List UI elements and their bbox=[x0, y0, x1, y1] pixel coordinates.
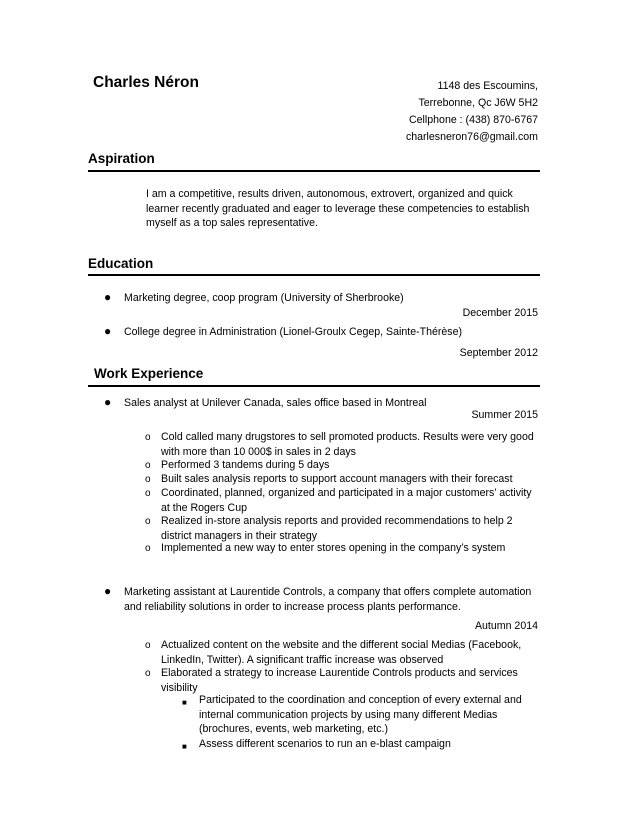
job-title bbox=[124, 585, 544, 614]
job-title-line: and reliability solutions in order to increase process plants performance. bbox=[124, 600, 461, 613]
education-date: December 2015 bbox=[462, 307, 538, 319]
job-task bbox=[161, 666, 561, 695]
subtask-line: internal communication projects by using many different Medias bbox=[199, 708, 498, 721]
aspiration-line: myself as a top sales representative. bbox=[146, 217, 318, 229]
aspiration-line: I am a competitive, results driven, autonomous, extrovert, organized and quick bbox=[146, 188, 513, 200]
job-task bbox=[161, 430, 561, 459]
job-date: Autumn 2014 bbox=[474, 620, 538, 632]
subtask-line: Participated to the coordination and conception of every external and bbox=[199, 694, 522, 706]
job-title: Sales analyst at Unilever Canada, sales office based in Montreal bbox=[124, 397, 427, 409]
education-date: September 2012 bbox=[459, 347, 538, 359]
job-task bbox=[161, 514, 561, 543]
circle-bullet-icon: o bbox=[145, 488, 151, 499]
circle-bullet-icon: o bbox=[145, 543, 151, 554]
circle-bullet-icon: o bbox=[145, 460, 151, 471]
section-title-aspiration: Aspiration bbox=[88, 151, 155, 166]
section-title-education: Education bbox=[88, 256, 154, 271]
job-task bbox=[161, 541, 561, 556]
section-title-work-experience: Work Experience bbox=[94, 366, 204, 381]
square-bullet-icon: ■ bbox=[182, 698, 187, 707]
circle-bullet-icon: o bbox=[145, 516, 151, 527]
job-date: Summer 2015 bbox=[471, 409, 538, 421]
section-divider bbox=[88, 274, 540, 276]
task-line: LinkedIn, Twitter). A significant traffic increase was observed bbox=[161, 653, 444, 666]
task-line: with more than 10 000$ in sales in 2 days bbox=[161, 445, 356, 458]
address-line-1: 1148 des Escoumins, bbox=[437, 80, 538, 92]
circle-bullet-icon: o bbox=[145, 474, 151, 485]
task-line: Performed 3 tandems during 5 days bbox=[161, 459, 330, 471]
task-line: district managers in their strategy bbox=[161, 529, 318, 542]
task-line: Elaborated a strategy to increase Laurentide Controls products and services bbox=[161, 667, 518, 679]
task-line: Actualized content on the website and the different social Medias (Facebook, bbox=[161, 639, 522, 651]
bullet-icon: ● bbox=[104, 290, 112, 304]
education-item: College degree in Administration (Lionel-Groulx Cegep, Sainte-Thérèse) bbox=[124, 326, 463, 338]
phone-number: Cellphone : (438) 870-6767 bbox=[409, 114, 538, 126]
job-task bbox=[161, 472, 561, 487]
section-divider bbox=[88, 385, 540, 387]
section-divider bbox=[88, 170, 540, 172]
email-address: charlesneron76@gmail.com bbox=[405, 131, 538, 143]
contact-block bbox=[406, 78, 538, 146]
education-item: Marketing degree, coop program (University of Sherbrooke) bbox=[124, 292, 404, 304]
task-line: Coordinated, planned, organized and participated in a major customers’ activity bbox=[161, 487, 532, 499]
task-line: Built sales analysis reports to support account managers with their forecast bbox=[161, 473, 513, 485]
task-line: at the Rogers Cup bbox=[161, 501, 247, 514]
job-title-line: Marketing assistant at Laurentide Controls, a company that offers complete automation bbox=[124, 586, 532, 598]
job-task bbox=[161, 458, 561, 473]
task-line: Implemented a new way to enter stores opening in the company’s system bbox=[161, 542, 506, 554]
circle-bullet-icon: o bbox=[145, 432, 151, 443]
square-bullet-icon: ■ bbox=[182, 742, 187, 751]
job-subtask bbox=[199, 737, 559, 752]
bullet-icon: ● bbox=[104, 584, 112, 598]
subtask-line: (brochures, events, web marketing, etc.) bbox=[199, 723, 389, 735]
circle-bullet-icon: o bbox=[145, 668, 151, 679]
bullet-icon: ● bbox=[104, 324, 112, 338]
aspiration-line: learner recently graduated and eager to leverage these competencies to establish bbox=[146, 202, 530, 215]
task-line: Realized in-store analysis reports and provided recommendations to help 2 bbox=[161, 515, 513, 527]
subtask-line: Assess different scenarios to run an e-blast campaign bbox=[199, 738, 451, 750]
job-task bbox=[161, 486, 561, 515]
aspiration-paragraph bbox=[146, 187, 546, 231]
job-task bbox=[161, 638, 561, 667]
task-line: Cold called many drugstores to sell promoted products. Results were very good bbox=[161, 431, 534, 443]
bullet-icon: ● bbox=[104, 395, 112, 409]
task-line: visibility bbox=[161, 681, 198, 694]
job-subtask bbox=[199, 693, 559, 737]
address-line-2: Terrebonne, Qc J6W 5H2 bbox=[418, 97, 538, 109]
circle-bullet-icon: o bbox=[145, 640, 151, 651]
candidate-name: Charles Néron bbox=[93, 74, 199, 91]
